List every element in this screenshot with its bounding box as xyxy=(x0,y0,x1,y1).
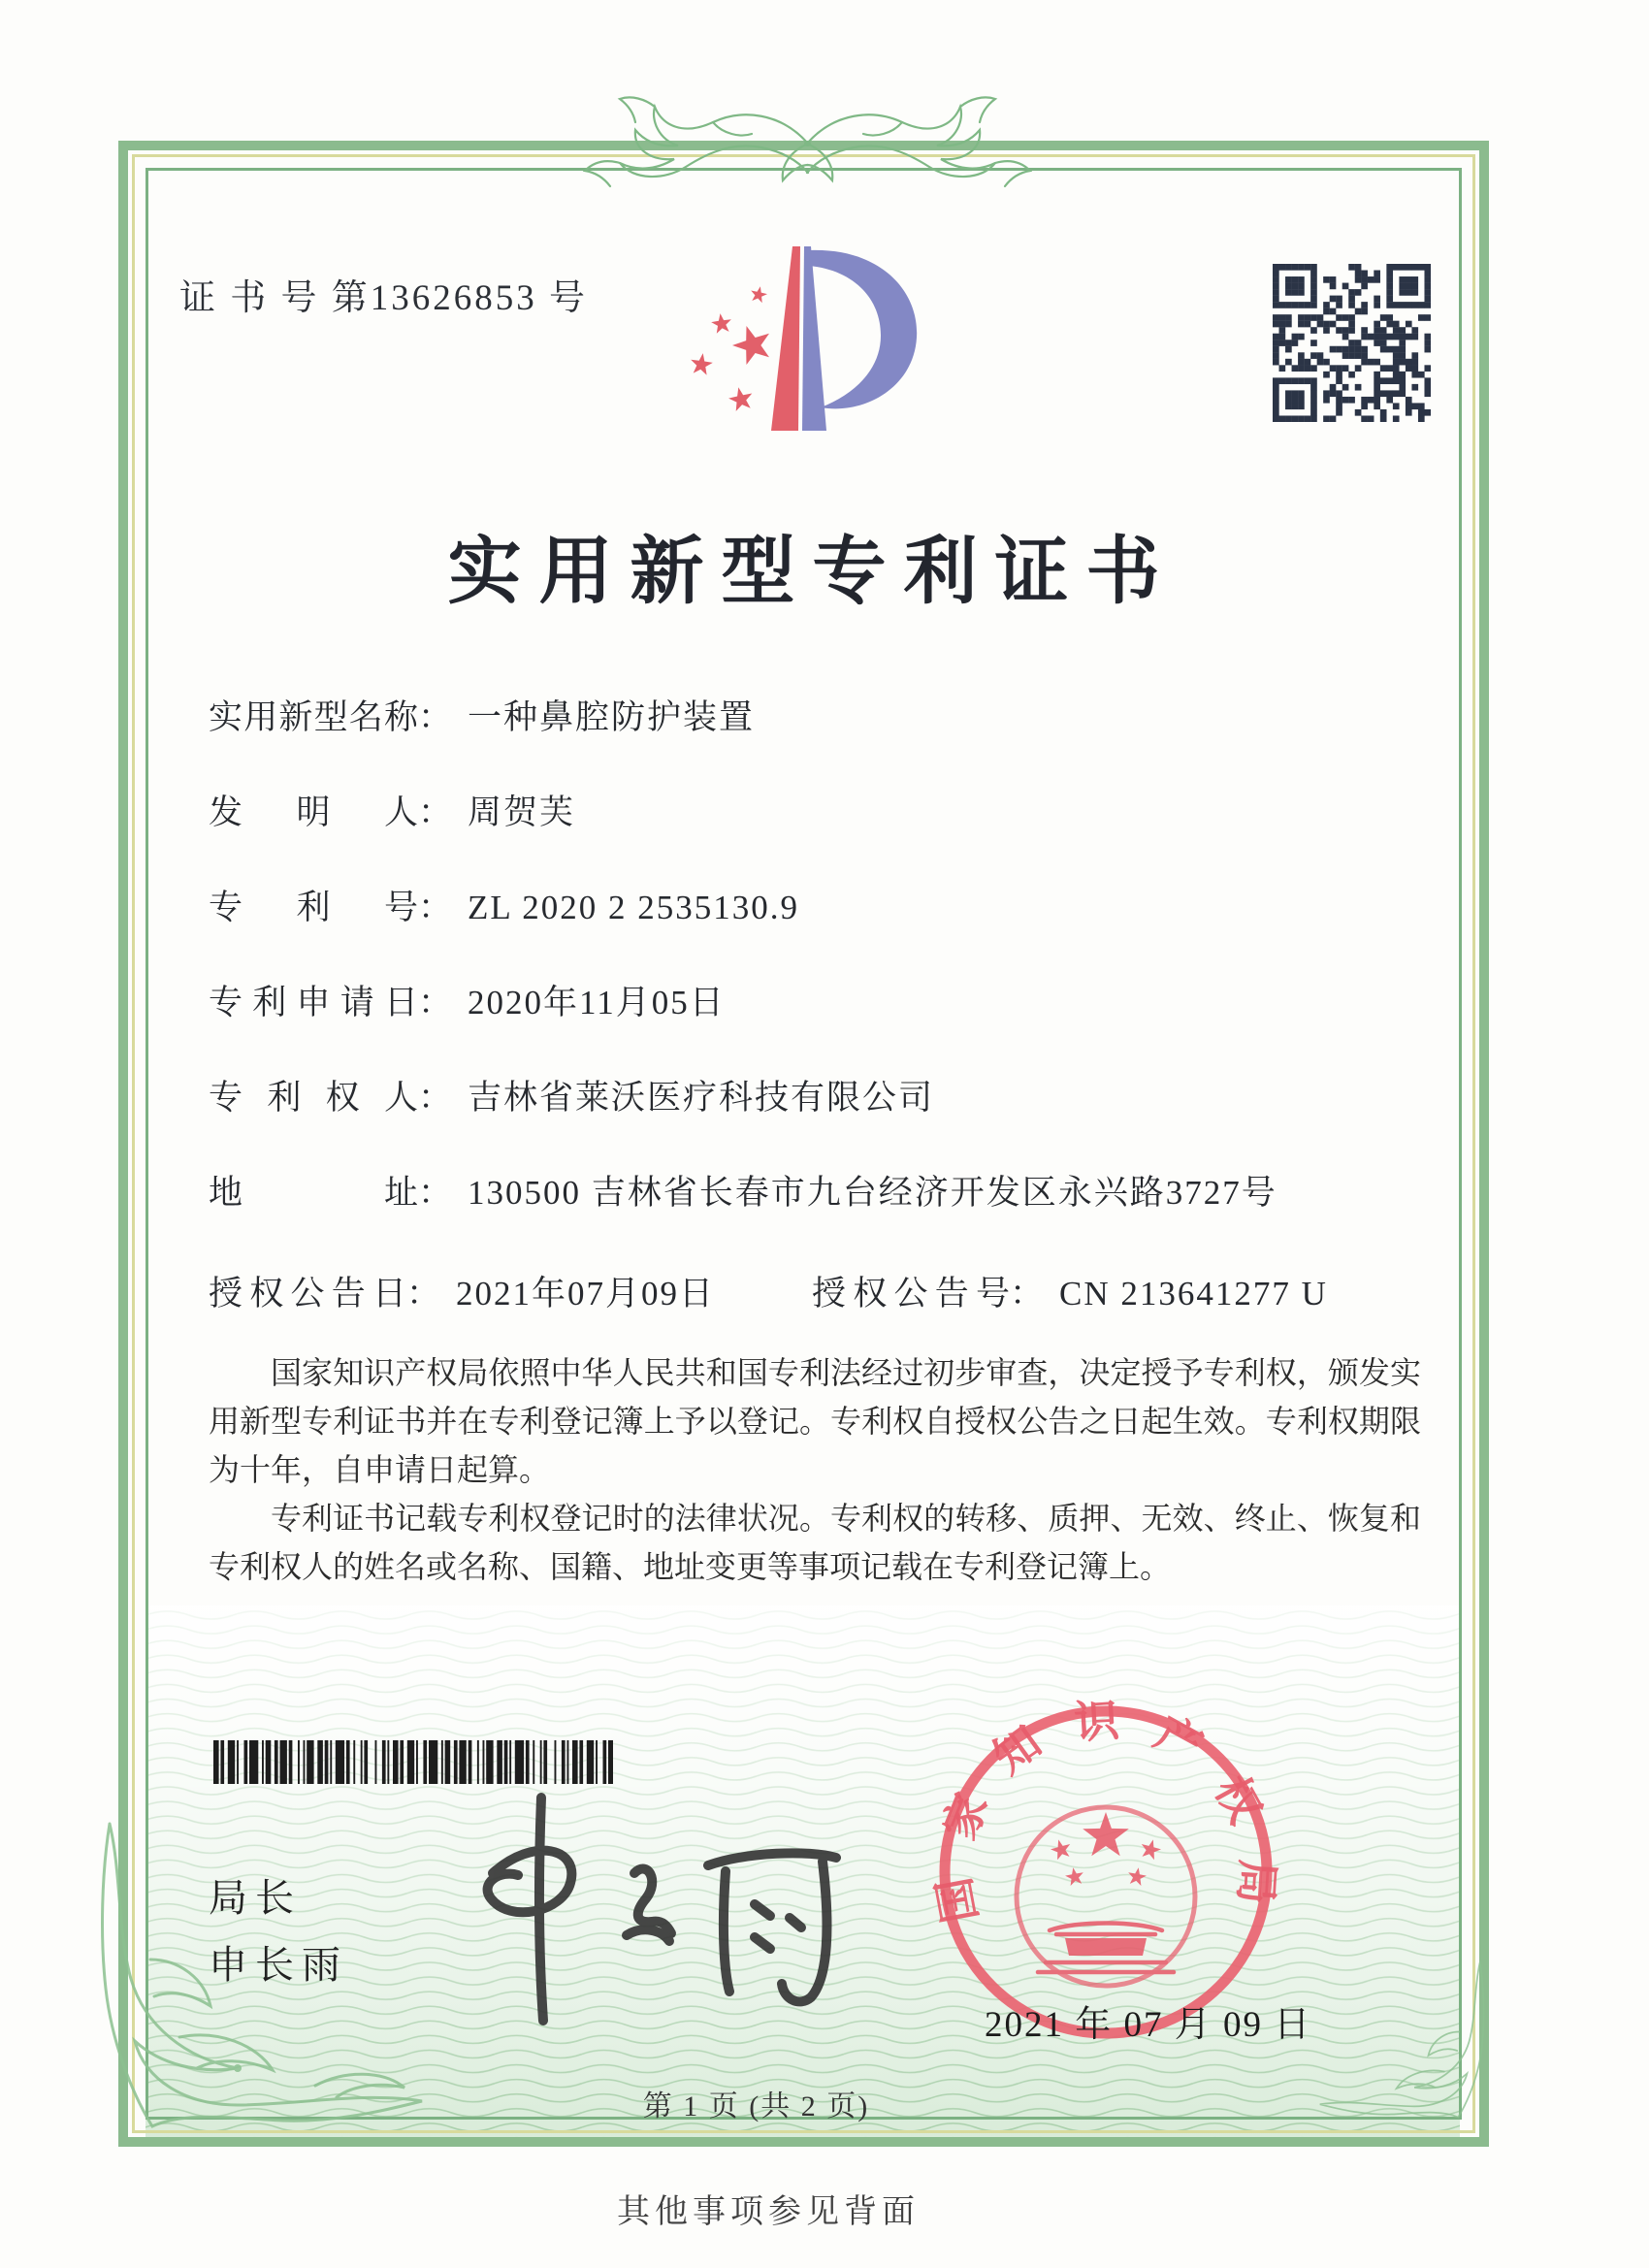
field-value: 2020年11月05日 xyxy=(468,984,726,1021)
field-value: 周贺芙 xyxy=(468,794,576,831)
field-value: CN 213641277 U xyxy=(1059,1275,1328,1312)
grant-row xyxy=(0,1267,1649,1312)
certificate-title: 实用新型专利证书 xyxy=(447,532,1178,613)
barcode xyxy=(213,1740,613,1784)
field-colon: ： xyxy=(418,984,453,1021)
officer-title: 局长 xyxy=(209,1876,302,1920)
field-label: 实用新型名称 xyxy=(209,698,418,736)
field-label: 地址 xyxy=(209,1174,418,1212)
field-filing-date xyxy=(209,982,1277,1024)
back-side-note: 其他事项参见背面 xyxy=(617,2194,920,2230)
field-value: 吉林省莱沃医疗科技有限公司 xyxy=(468,1079,935,1117)
legal-text xyxy=(209,1348,1421,1591)
page-indicator: 第 1 页 (共 2 页) xyxy=(642,2090,870,2122)
legal-paragraph-1: 国家知识产权局依照中华人民共和国专利法经过初步审查，决定授予专利权，颁发实用新型专利证书并在专利登记簿上予以登记。专利权自授权公告之日起生效。专利权期限为十年，自申请日起算。 xyxy=(209,1355,1421,1487)
qr-code xyxy=(1273,264,1431,422)
seal-text: 国家知识产权局 xyxy=(928,1696,1283,1927)
seal-date: 2021 年 07 月 09 日 xyxy=(985,2005,1312,2045)
top-scroll-ornament-icon xyxy=(577,83,1038,202)
field-utility-model-name xyxy=(209,697,1277,739)
field-colon: ： xyxy=(418,889,453,926)
field-label: 专利权人 xyxy=(209,1079,418,1117)
field-colon: ： xyxy=(418,1174,453,1212)
field-patentee xyxy=(209,1077,1277,1119)
field-label: 授权公告日 xyxy=(209,1275,406,1312)
field-label: 授权公告号 xyxy=(812,1275,1010,1312)
cnipa-logo-icon xyxy=(677,241,934,439)
field-colon: ： xyxy=(1010,1275,1045,1312)
field-colon: ： xyxy=(418,1079,453,1117)
field-colon: ： xyxy=(418,698,453,736)
grant-publication-number xyxy=(812,1267,1328,1315)
field-value: 2021年07月09日 xyxy=(456,1275,716,1312)
field-list xyxy=(209,697,1277,1267)
field-value: 一种鼻腔防护装置 xyxy=(468,698,756,736)
field-colon: ： xyxy=(418,794,453,831)
field-value: ZL 2020 2 2535130.9 xyxy=(468,889,799,926)
field-label: 发明人 xyxy=(209,794,418,831)
field-patent-number xyxy=(209,887,1277,929)
field-colon: ： xyxy=(406,1275,441,1312)
field-value: 130500 吉林省长春市九台经济开发区永兴路3727号 xyxy=(468,1174,1277,1212)
field-label: 专利申请日 xyxy=(209,984,418,1021)
field-label: 专利号 xyxy=(209,889,418,926)
field-address xyxy=(209,1172,1277,1215)
field-inventor xyxy=(209,792,1277,834)
grant-date xyxy=(209,1267,715,1315)
director-signature xyxy=(417,1780,854,2042)
legal-paragraph-2: 专利证书记载专利权登记时的法律状况。专利权的转移、质押、无效、终止、恢复和专利权人的姓名或名称、国籍、地址变更等事项记载在专利登记簿上。 xyxy=(209,1501,1421,1584)
certificate-number: 证 书 号 第13626853 号 xyxy=(179,278,588,318)
officer-name: 申长雨 xyxy=(209,1943,348,1987)
svg-text:国家知识产权局 xyxy=(929,1696,1282,1927)
